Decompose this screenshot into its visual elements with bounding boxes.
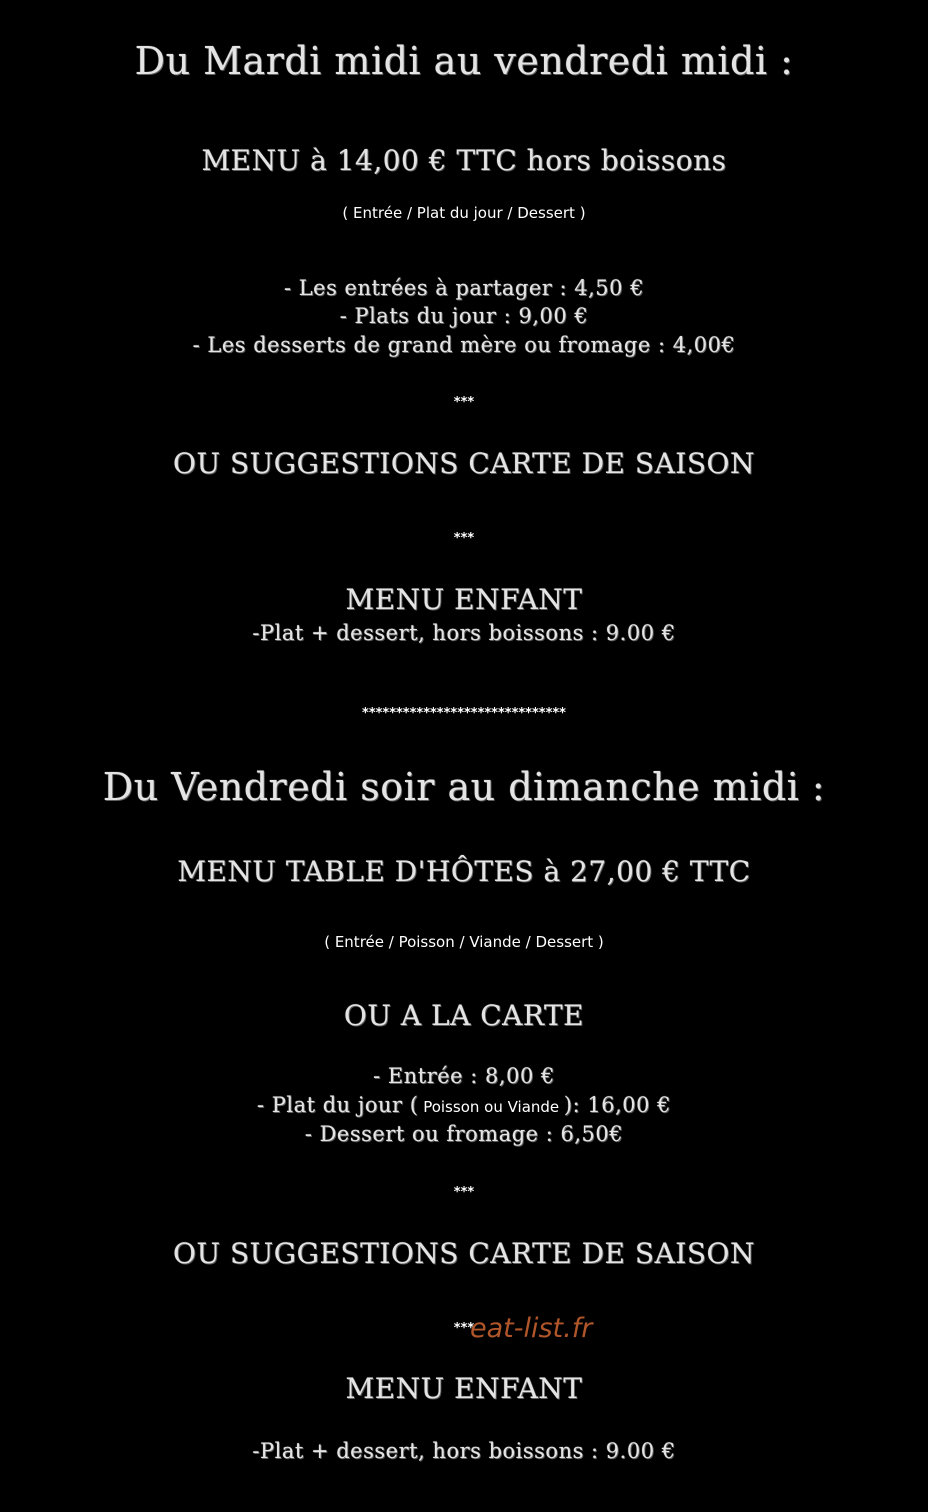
section2-suggestions: OU SUGGESTIONS CARTE DE SAISON	[173, 1237, 755, 1270]
section1-kids-title: MENU ENFANT	[345, 583, 583, 616]
section1-heading: Du Mardi midi au vendredi midi :	[134, 39, 794, 83]
section2-menu-title: MENU TABLE D'HÔTES à 27,00 € TTC	[177, 855, 751, 888]
section1-item-entrees: - Les entrées à partager : 4,50 €	[283, 276, 645, 300]
section2-carte-plat-detail: Poisson ou Viande	[418, 1098, 564, 1116]
section1-menu-title: MENU à 14,00 € TTC hors boissons	[201, 144, 727, 177]
section1-kids-text: -Plat + dessert, hors boissons : 9.00 €	[252, 621, 676, 645]
watermark-text: eat-list.fr	[470, 1313, 593, 1344]
section1-separator-2: ***	[453, 531, 475, 546]
section1-menu-composition: ( Entrée / Plat du jour / Dessert )	[342, 204, 586, 222]
section2-a-la-carte: OU A LA CARTE	[343, 999, 585, 1032]
section1-separator-1: ***	[453, 395, 475, 410]
section2-carte-plat-suffix: ): 16,00 €	[563, 1093, 672, 1117]
section-divider: ******************************	[362, 706, 566, 721]
section2-carte-dessert: - Dessert ou fromage : 6,50€	[304, 1122, 624, 1146]
section2-separator-2: ***	[453, 1321, 475, 1336]
section2-carte-entree: - Entrée : 8,00 €	[373, 1064, 555, 1088]
section2-menu-composition: ( Entrée / Poisson / Viande / Dessert )	[324, 933, 604, 951]
section2-carte-plat	[0, 1095, 928, 1116]
section2-heading: Du Vendredi soir au dimanche midi :	[102, 765, 826, 809]
section1-suggestions: OU SUGGESTIONS CARTE DE SAISON	[173, 447, 755, 480]
section2-separator-1: ***	[453, 1185, 475, 1200]
section2-kids-title: MENU ENFANT	[345, 1372, 583, 1405]
section1-item-desserts: - Les desserts de grand mère ou fromage : 4,00€	[192, 333, 736, 357]
section1-item-plats: - Plats du jour : 9,00 €	[339, 304, 589, 328]
section2-kids-text: -Plat + dessert, hors boissons : 9.00 €	[252, 1439, 676, 1463]
section2-carte-plat-prefix: - Plat du jour (	[256, 1093, 419, 1117]
